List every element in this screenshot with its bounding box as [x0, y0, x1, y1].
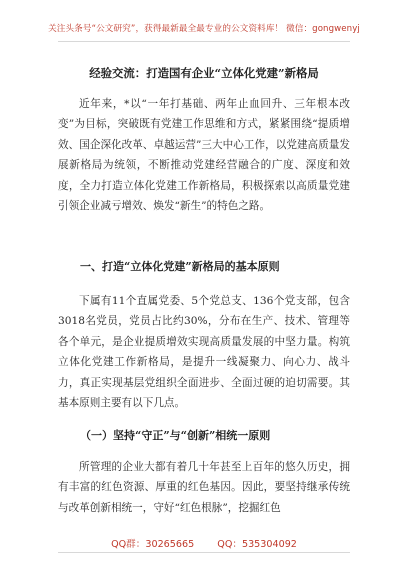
- paragraph-principles: 下属有11个直属党委、5个党总支、136个党支部，包含3018名党员，党员占比约30%，分布在生产、技术、管理等各个单元，是企业提质增效实现高质量发展的中坚力量。构筑立体化党建工作新格局，是提升一线凝聚力、向心力、战斗力，真正实现基层党组织全面进步、全面过硬的迫切需要。其基本原则主要有以下几点。: [58, 295, 350, 410]
- footer-qq[interactable]: QQ：535304092: [217, 539, 297, 550]
- footer-divider: [58, 552, 350, 553]
- footer-contact: [0, 536, 408, 550]
- header-banner[interactable]: 关注头条号“公文研究”，获得最新最全最专业的公文资料库！ 微信：gongwenyj: [48, 24, 360, 34]
- section-heading-1: 一、打造“立体化党建”新格局的基本原则: [80, 260, 280, 273]
- paragraph-heritage: 所管理的企业大都有着几十年甚至上百年的悠久历史，拥有丰富的红色资源、厚重的红色基因。因此，要坚持继承传统与改革创新相统一，守好“红色根脉”，挖掘红色: [58, 461, 350, 514]
- footer-qq-group[interactable]: QQ群：30265665: [111, 539, 195, 550]
- document-title: 经验交流：打造国有企业“立体化党建”新格局: [89, 66, 319, 80]
- section-heading-1-1: （一）坚持“守正”与“创新”相统一原则: [80, 429, 271, 442]
- paragraph-intro: 近年来，*以“一年打基础、两年止血回升、三年根本改变”为目标，突破既有党建工作思维和方式，紧紧围绕“提质增效、国企深化改革、卓越运营”三大中心工作，以党建高质量发展新格局为统领，不断推动党建经营融合的广度、深度和效度，全力打造立体化党建工作新格局，积极探索以高质量党建引领企业减亏增效、焕发“新生”的特色之路。: [58, 98, 350, 213]
- header-divider: [58, 41, 350, 42]
